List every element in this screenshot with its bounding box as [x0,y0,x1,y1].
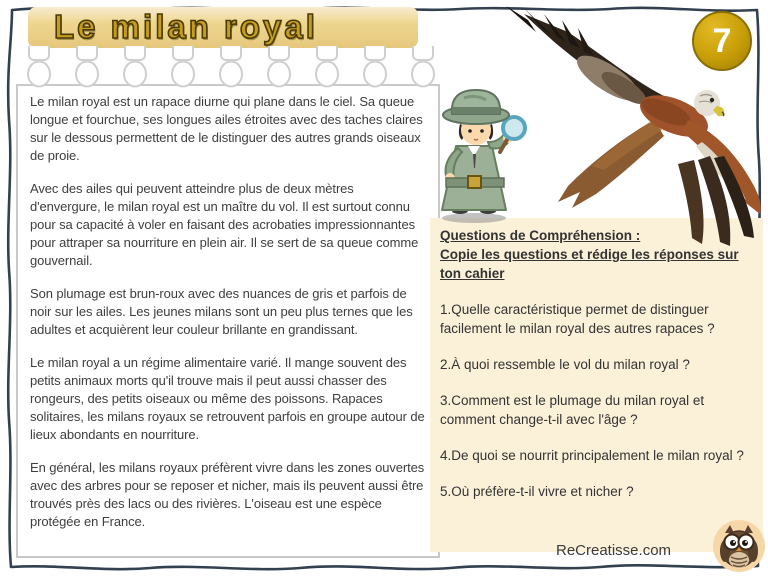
title-banner [28,7,418,48]
lesson-number-badge [692,11,752,71]
reading-text-panel [16,84,440,558]
article-paragraph: Avec des ailes qui peuvent atteindre plus de deux mètres d'envergure, le milan royal est un maître du vol. Il est surtout connu pour sa capacité à voler en faisant des acrobaties impressionnantes pour attraper sa nourriture en plein air. Il se sert de sa queue comme gouvernail. [30,181,419,268]
article-paragraph: Le milan royal est un rapace diurne qui plane dans le ciel. Sa queue longue et fourchue, ses longues ailes étroites avec des taches claires sur le dessous permettent de le distinguer des autres grands oiseaux de proie. [30,94,423,163]
questions-list [440,300,753,501]
questions-instruction: Copie les questions et rédige les réponses sur ton cahier [440,247,739,281]
notebook-ring-icon [408,46,438,90]
lesson-number: 7 [712,22,732,60]
notebook-ring-icon [264,46,294,90]
notebook-ring-icon [312,46,342,90]
question-item: 1.Quelle caractéristique permet de distinguer facilement le milan royal des autres rapaces ? [440,302,715,336]
notebook-ring-icon [72,46,102,90]
notebook-ring-icon [24,46,54,90]
notebook-rings [24,46,438,90]
question-item: 2.À quoi ressemble le vol du milan royal ? [440,357,690,372]
notebook-ring-icon [120,46,150,90]
owl-logo [712,519,766,573]
article-paragraph: En général, les milans royaux préfèrent vivre dans les zones ouvertes avec des arbres pour se reposer et nicher, mais ils peuvent aussi être trouvés près des lacs ou des rivières. L'oiseau est une espèce protégée en France. [30,460,425,529]
questions-heading: Questions de Compréhension : [440,228,641,243]
notebook-ring-icon [216,46,246,90]
site-credit: ReCreatisse.com [556,542,672,559]
notebook-ring-icon [360,46,390,90]
questions-panel [430,218,763,552]
article-paragraph: Le milan royal a un régime alimentaire varié. Il mange souvent des petits animaux morts qu'il trouve mais il peut aussi chasser des rongeurs, des petits oiseaux ou même des poissons. Rapaces solitaires, les milans royaux se retrouvent parfois en groupe autour de lieux abondants en nourriture. [30,355,425,442]
question-item: 4.De quoi se nourrit principalement le milan royal ? [440,448,744,463]
notebook-ring-icon [168,46,198,90]
page-title: Le milan royal [54,8,318,45]
article-text [18,86,438,531]
article-paragraph: Son plumage est brun-roux avec des nuances de gris et parfois de noir sur les ailes. Les jeunes milans sont un peu plus ternes que les adultes et acquièrent leur couleur brillante en grandissant. [30,286,413,337]
question-item: 3.Comment est le plumage du milan royal et comment change-t-il avec l'âge ? [440,393,705,427]
question-item: 5.Où préfère-t-il vivre et nicher ? [440,484,634,499]
